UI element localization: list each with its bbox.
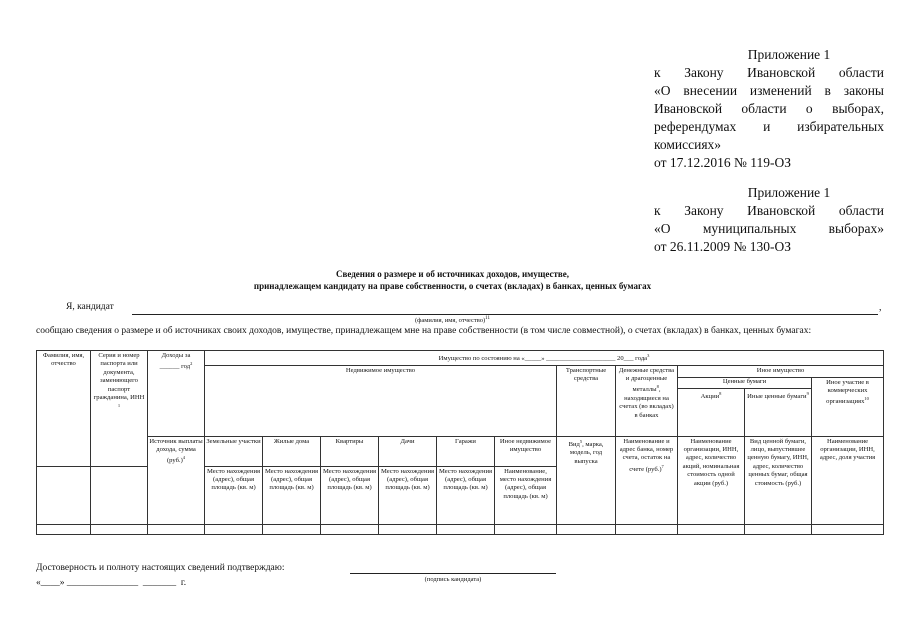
money-header-a: Денежные средства и драгоценные металлы	[618, 366, 675, 394]
other-property-header: Иное имущество	[678, 365, 884, 377]
col-income-label: Доходы за	[161, 352, 191, 359]
fio-hint	[0, 316, 905, 324]
money-note: 8	[656, 384, 659, 390]
flats-header: Квартиры	[321, 436, 379, 466]
table-cell[interactable]	[745, 524, 812, 534]
table-cell[interactable]	[437, 524, 495, 534]
appendix-2-line2: «О муниципальных выборах»	[654, 221, 884, 236]
other-participation-text: Иное участие в коммерческих организациях	[826, 378, 869, 406]
col-income-note: 2	[190, 361, 193, 367]
bank-desc-text: Наименование и адрес банка, номер счета, остаток на счете (руб.)	[619, 437, 674, 473]
col-income-year	[149, 360, 203, 372]
col-income-header	[148, 351, 205, 437]
transport-header: Транспортные средства	[557, 365, 616, 436]
candidate-label: Я, кандидат	[66, 302, 114, 312]
bank-desc	[616, 436, 678, 524]
garages-location: Место нахождения (адрес), общая площадь (кв. м)	[437, 466, 495, 524]
fio-hint-note: 11	[485, 316, 490, 321]
signature-field[interactable]	[350, 573, 556, 574]
table-cell[interactable]	[616, 524, 678, 534]
securities-subheaders	[678, 389, 811, 436]
appendix-2-title: Приложение 1	[747, 185, 831, 200]
property-header-d: 20___ года	[617, 355, 648, 363]
table-cell[interactable]	[148, 524, 205, 534]
blank-passport-cell	[91, 466, 148, 524]
appendix-1-title: Приложение 1	[747, 47, 831, 62]
bank-note: 7	[661, 463, 664, 469]
dachas-header: Дачи	[379, 436, 437, 466]
shares-text: Акции	[700, 392, 720, 400]
signature-hint: (подпись кандидата)	[424, 576, 482, 583]
shares-note: 8	[719, 390, 722, 396]
candidate-comma: ,	[879, 302, 882, 313]
dachas-location: Место нахождения (адрес), общая площадь (кв. м)	[379, 466, 437, 524]
fio-hint-text: (фамилия, имя, отчество)	[415, 317, 486, 325]
table-cell[interactable]	[678, 524, 745, 534]
confirm-text: Достоверность и полноту настоящих сведений подтверждаю:	[36, 563, 285, 573]
table-cell[interactable]	[263, 524, 321, 534]
appendix-1-line3: Ивановской области о выборах,	[654, 101, 884, 116]
candidate-name-field[interactable]	[132, 314, 878, 315]
table-row	[37, 524, 884, 534]
other-securities-note: 9	[806, 390, 809, 396]
appendix-1-line2: «О внесении изменений в законы	[654, 83, 884, 98]
money-header-b: , находящиеся на счетах (во вкладах) в банках	[619, 386, 674, 419]
shares-header	[678, 389, 745, 436]
property-header-note: 3	[647, 353, 650, 358]
table-cell[interactable]	[379, 524, 437, 534]
money-header	[616, 365, 678, 436]
transport-desc-a: Вид	[568, 440, 580, 448]
appendix-2-date: от 26.11.2009 № 130-ОЗ	[654, 239, 791, 254]
securities-desc: Вид ценной бумаги, лицо, выпустившее ценную бумагу, ИНН, адрес, количество ценных бумаг, общая стоимость (руб.)	[745, 436, 812, 524]
flats-location: Место нахождения (адрес), общая площадь (кв. м)	[321, 466, 379, 524]
form-title	[0, 268, 905, 292]
property-header-b: _____»	[524, 355, 545, 363]
other-real-location: Наименование, место нахождения (адрес), общая площадь (кв. м)	[495, 466, 557, 524]
appendix-1-block	[654, 46, 884, 172]
income-source-note: 4	[182, 455, 186, 461]
property-header-c: _____________________	[546, 355, 616, 363]
form-title-line2: принадлежащем кандидату на праве собственности, о счетах (вкладах) в банках, ценных бумагах	[253, 281, 652, 291]
table-cell[interactable]	[812, 524, 884, 534]
garages-header: Гаражи	[437, 436, 495, 466]
appendix-1-line4: референдумах и избирательных	[654, 119, 884, 134]
appendix-1-date: от 17.12.2016 № 119-ОЗ	[654, 155, 791, 170]
land-location: Место нахождения (адрес), общая площадь (кв. м)	[205, 466, 263, 524]
table-cell[interactable]	[205, 524, 263, 534]
table-cell[interactable]	[321, 524, 379, 534]
transport-desc-b: , марка, модель, год выпуска	[569, 440, 604, 465]
property-header	[205, 351, 884, 366]
participation-desc: Наименование организации, ИНН, адрес, доля участия	[812, 436, 884, 524]
securities-group	[678, 377, 812, 436]
table-cell[interactable]	[91, 524, 148, 534]
property-header-a: Имущество по состоянию на «	[438, 355, 525, 363]
transport-note: 5	[579, 438, 583, 444]
col-fio-header: Фамилия, имя, отчество	[37, 351, 91, 467]
other-securities-text: Иные ценные бумаги	[747, 392, 807, 400]
shares-desc: Наименование организации, ИНН, адрес, количество акций, номинальная стоимость одной акции (руб.)	[678, 436, 745, 524]
col-passport-header	[91, 351, 148, 467]
form-title-line1: Сведения о размере и об источниках доходов, имуществе,	[335, 269, 570, 279]
other-securities-header	[745, 389, 811, 436]
blank-fio-cell	[37, 466, 91, 524]
houses-location: Место нахождения (адрес), общая площадь (кв. м)	[263, 466, 321, 524]
houses-header: Жилые дома	[263, 436, 321, 466]
transport-desc	[557, 436, 616, 524]
table-cell[interactable]	[495, 524, 557, 534]
intro-text: сообщаю сведения о размере и об источниках своих доходов, имуществе, принадлежащем мне на праве собственности (в том числе совместной), о счетах (вкладах) в банках, ценных бумагах:	[36, 326, 812, 336]
income-source-header	[148, 436, 205, 524]
table-cell[interactable]	[37, 524, 91, 534]
col-income-year-text: ______ год	[159, 363, 191, 371]
other-real-header: Иное недвижимое имущество	[495, 436, 557, 466]
income-source-text: Источник выплаты дохода, сумма (руб.)	[149, 437, 203, 465]
appendix-1-line1: к Закону Ивановской области	[654, 65, 884, 80]
appendix-2-line1: к Закону Ивановской области	[654, 203, 884, 218]
appendix-2-block	[654, 184, 884, 256]
income-property-table	[36, 350, 884, 535]
col-passport-text: Серия и номер паспорта или документа, заменяющего паспорт гражданина, ИНН	[93, 352, 145, 402]
appendix-1-line5: комиссиях»	[654, 137, 722, 152]
other-participation-note: 10	[864, 396, 869, 402]
land-header: Земельные участки	[205, 436, 263, 466]
col-passport-note: 1	[117, 403, 121, 409]
other-participation-header	[812, 377, 884, 436]
table-cell[interactable]	[557, 524, 616, 534]
securities-header: Ценные бумаги	[678, 378, 811, 389]
real-estate-header: Недвижимое имущество	[205, 365, 557, 436]
date-line[interactable]: «____» _______________ _______ г.	[36, 578, 187, 588]
